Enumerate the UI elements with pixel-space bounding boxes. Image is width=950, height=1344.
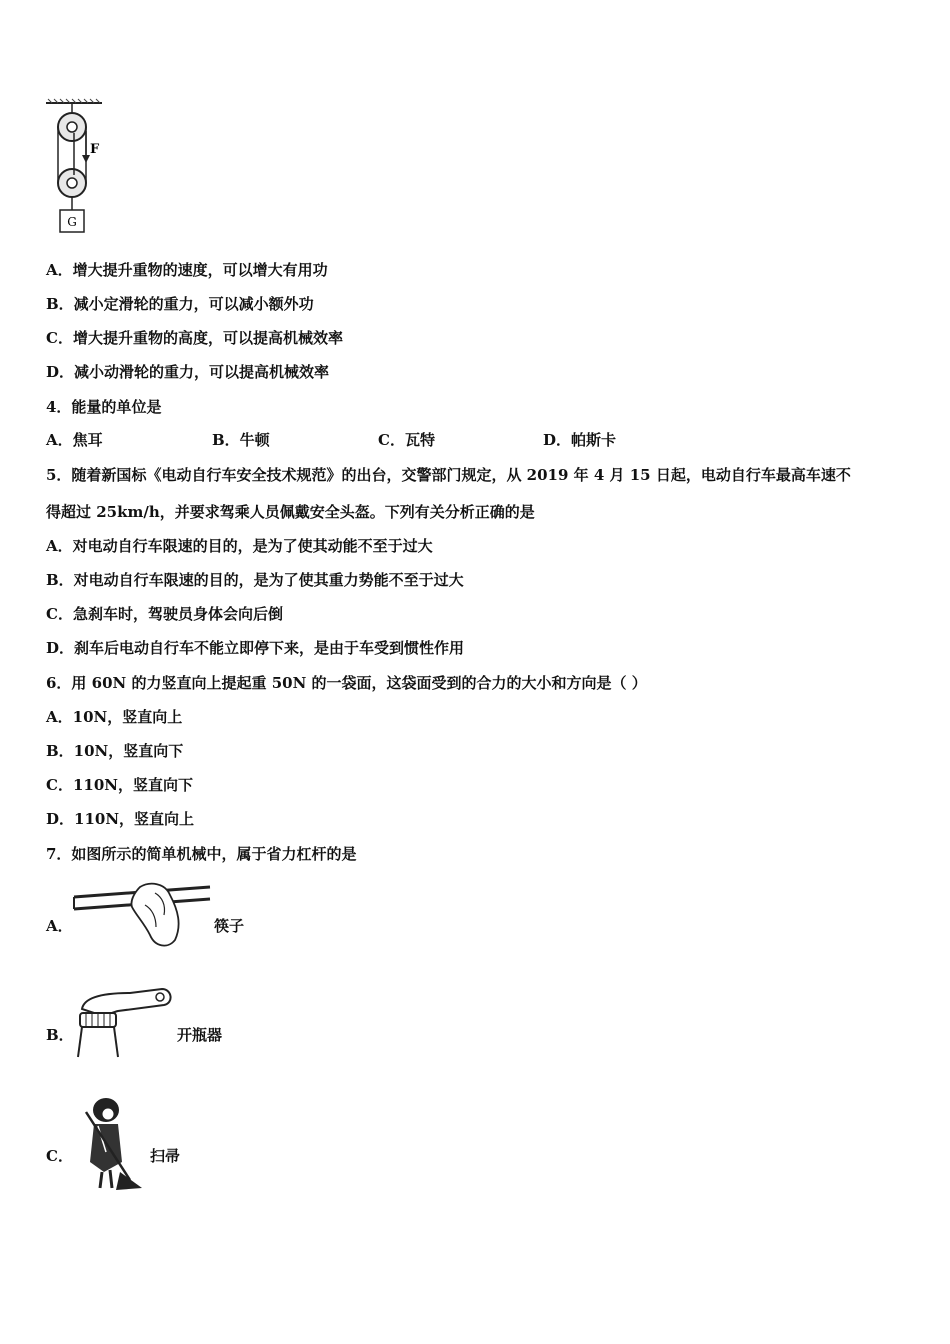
q6-option-b[interactable]: B．10N，竖直向下 (46, 742, 184, 760)
q4-option-b[interactable]: B．牛顿 (212, 431, 270, 449)
q7-stem: 7．如图所示的简单机械中，属于省力杠杆的是 (46, 845, 357, 863)
q4-option-a[interactable]: A．焦耳 (46, 431, 103, 449)
q5-stem-line1: 5．随着新国标《电动自行车安全技术规范》的出台，交警部门规定，从 2019 年 4 月 15 日起，电动自行车最高车速不 (46, 466, 851, 484)
q4-option-d[interactable]: D．帕斯卡 (543, 431, 617, 449)
q5-option-a[interactable]: A．对电动自行车限速的目的，是为了使其动能不至于过大 (46, 537, 433, 555)
q6-option-a[interactable]: A．10N，竖直向上 (46, 708, 183, 726)
pulley-figure (40, 95, 120, 245)
q7-option-a-caption: 筷子 (214, 917, 245, 935)
q7-option-c-caption: 扫帚 (150, 1147, 181, 1165)
broom-icon (76, 1092, 156, 1192)
weight-label: G (67, 215, 77, 229)
q3-option-a[interactable]: A．增大提升重物的速度，可以增大有用功 (46, 261, 328, 279)
force-label: F (90, 142, 100, 157)
q6-stem: 6．用 60N 的力竖直向上提起重 50N 的一袋面，这袋面受到的合力的大小和方向是（ ） (46, 674, 647, 692)
q7-option-c-letter[interactable]: C． (46, 1147, 73, 1165)
q7-option-a-letter[interactable]: A． (46, 917, 73, 935)
q3-option-c[interactable]: C．增大提升重物的高度，可以提高机械效率 (46, 329, 343, 347)
q3-option-d[interactable]: D．减小动滑轮的重力，可以提高机械效率 (46, 363, 330, 381)
q5-option-c[interactable]: C．急刹车时，驾驶员身体会向后倒 (46, 605, 283, 623)
bottle-opener-icon (70, 985, 180, 1060)
q5-stem-line2: 得超过 25km/h，并要求驾乘人员佩戴安全头盔。下列有关分析正确的是 (46, 503, 535, 521)
q4-stem: 4．能量的单位是 (46, 398, 162, 416)
chopsticks-icon (70, 875, 215, 955)
q5-option-b[interactable]: B．对电动自行车限速的目的，是为了使其重力势能不至于过大 (46, 571, 464, 589)
q7-option-b-caption: 开瓶器 (177, 1026, 223, 1044)
q3-option-b[interactable]: B．减小定滑轮的重力，可以减小额外功 (46, 295, 314, 313)
q5-option-d[interactable]: D．刹车后电动自行车不能立即停下来，是由于车受到惯性作用 (46, 639, 465, 657)
q7-option-b-letter[interactable]: B． (46, 1026, 74, 1044)
q4-option-c[interactable]: C．瓦特 (378, 431, 435, 449)
q6-option-d[interactable]: D．110N，竖直向上 (46, 810, 195, 828)
q6-option-c[interactable]: C．110N，竖直向下 (46, 776, 193, 794)
